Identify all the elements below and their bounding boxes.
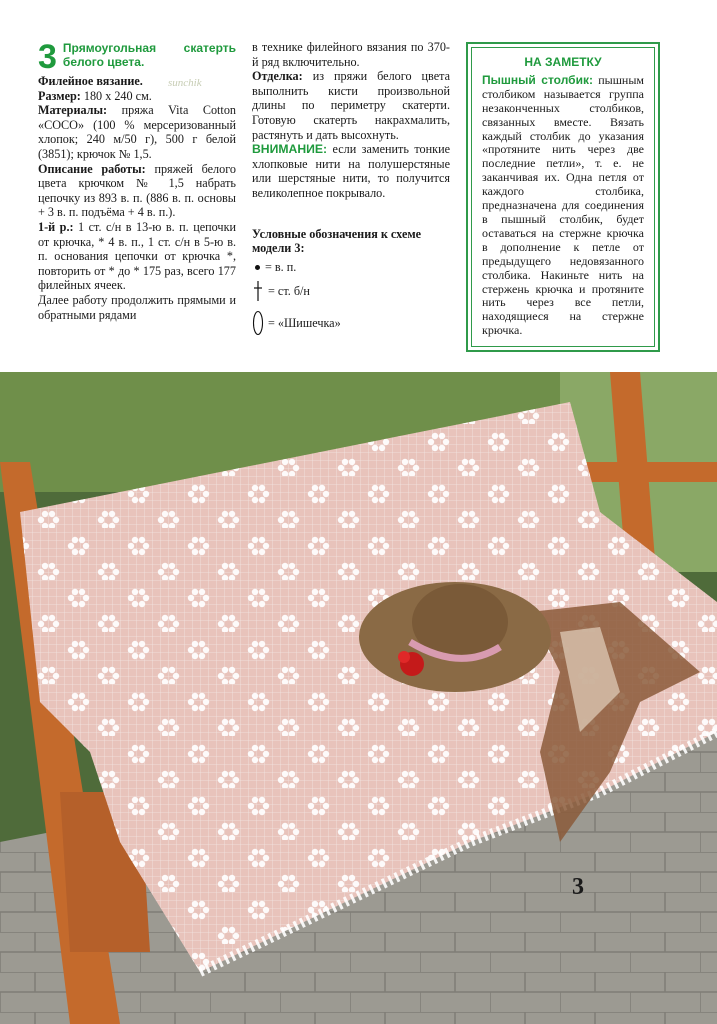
tablecloth-photo [0, 372, 717, 1024]
article-title: Прямоугольная скатерть белого цвета. [62, 41, 236, 69]
instructions-column-2 [252, 40, 450, 336]
continue-paragraph-2: в технике филейного вязания по 370-й ряд включительно. [252, 40, 450, 69]
description-paragraph: Описание работы: пряжей белого цвета крючком № 1,5 набрать цепочку из 893 в. п. (886 в. п. основы + 3 в. п. подъёма + 4 в. п.). [38, 161, 237, 220]
materials-paragraph: Материалы: пряжа Vita Cotton «COCO» (100 % мерсеризованный хлопок; 240 м/50 г), 500 г белой (3851); крючок № 1,5. [38, 103, 237, 161]
note-text: Пышный столбик: пышным столбиком называется группа незаконченных столбиков, связанных вместе. Вязать каждый столбик до указания «протяните нить через две последние петли», т. е. не заканчивая их. Одна петля от каждого столбика, предназначена для соединения в пышный столбик, будет оставаться на стержне крючка в дополнение к петле от предыдущего недовязанного столбика. Накиньте нить на стержень крючка и протяните нить через все петли, находящиеся на стержне крючка. [482, 72, 645, 338]
continue-paragraph: Далее работу продолжить прямыми и обратными рядами [38, 292, 236, 322]
legend-item-bobble: = «Шишечка» [252, 310, 450, 336]
stitch-icon [252, 280, 264, 302]
row1-paragraph: 1-й р.: 1 ст. с/н в 13-ю в. п. цепочки от крючка, * 4 в. п., 1 ст. с/н в 5-ю в. п. основания цепочки от крючка *, повторить от * до * 175 раз, всего 177 филейных ячеек. [38, 219, 237, 293]
article-heading [38, 40, 236, 72]
dot-icon [255, 265, 260, 270]
finish-paragraph: Отделка: из пряжи белого цвета выполнить кисти произвольной длины по периметру скатерти. Готовую скатерть накрахмалить, растянуть и дать высохнуть. [252, 69, 450, 142]
legend-title: Условные обозначения к схеме модели 3: [252, 226, 422, 256]
attention-paragraph: ВНИМАНИЕ: если заменить тонкие хлопковые нити на полушерстяные или шерстяные нити, то получится великолепное покрывало. [252, 142, 451, 200]
page-number: 3 [572, 874, 584, 900]
legend-item-chain: = в. п. [252, 260, 450, 275]
size-line: Размер: 180 х 240 см. [38, 88, 152, 103]
note-box [466, 42, 660, 352]
instructions-column-1 [38, 40, 236, 322]
note-title: НА ЗАМЕТКУ [524, 55, 602, 69]
technique-line: Филейное вязание. [38, 74, 143, 88]
oval-icon [252, 310, 264, 336]
watermark: sunchik [168, 77, 202, 89]
legend-item-stitch: = ст. б/н [252, 280, 450, 302]
model-number: 3 [38, 40, 57, 72]
